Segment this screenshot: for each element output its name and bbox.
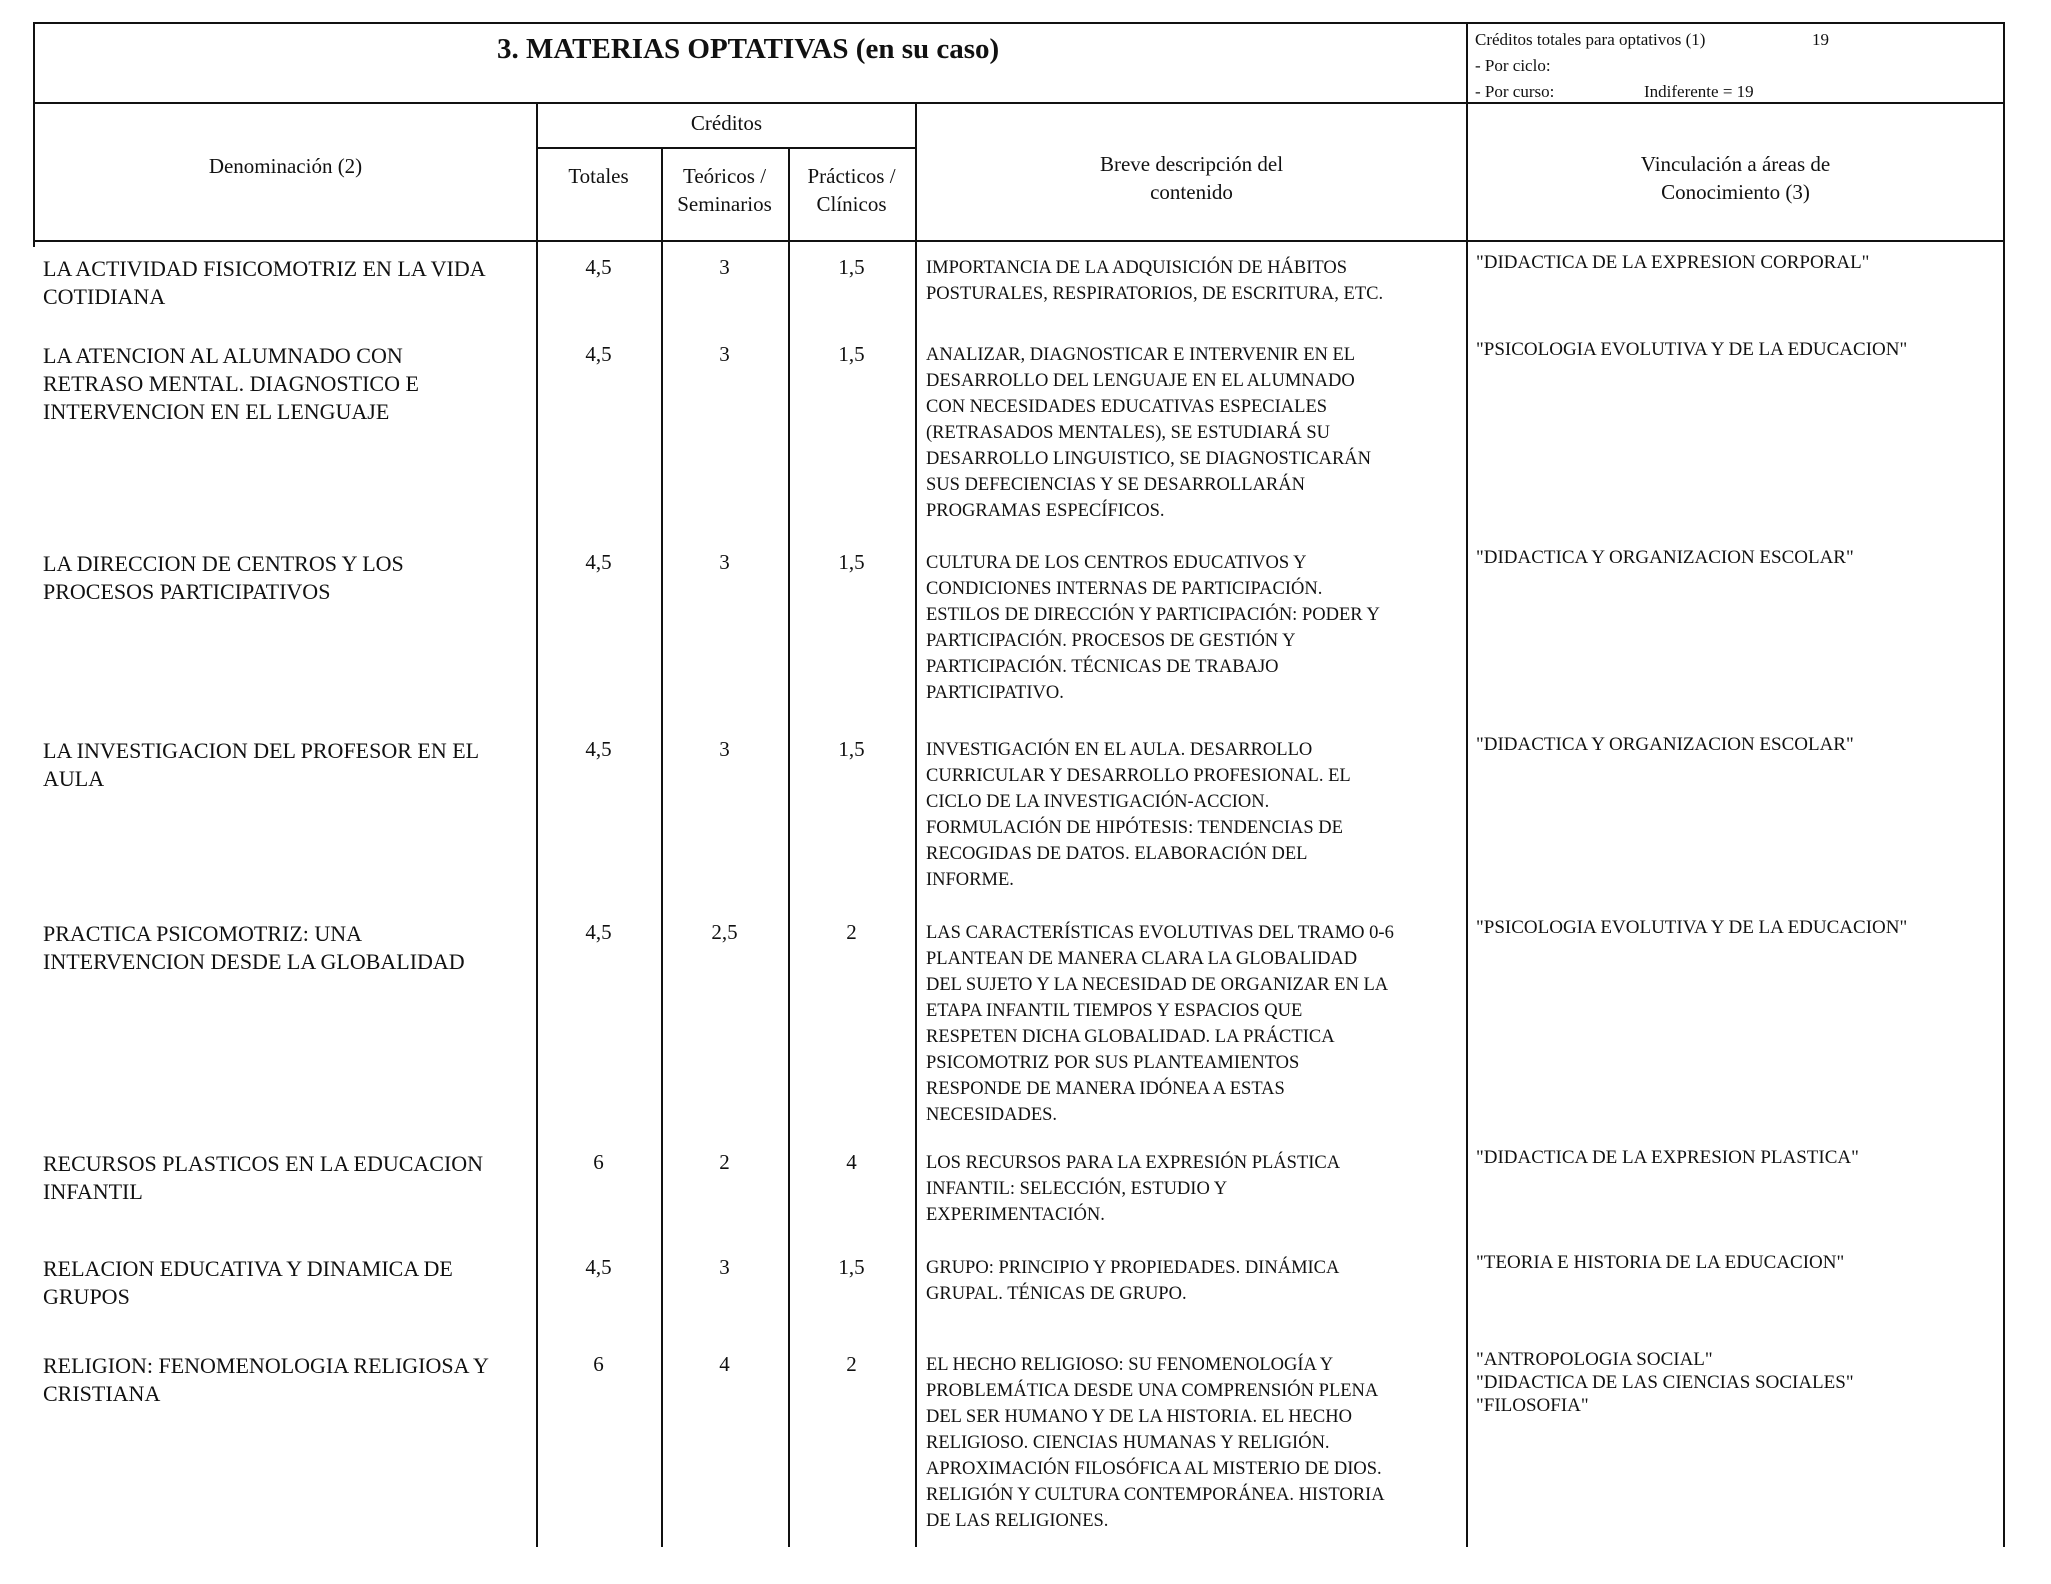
credits-teoricos: 2	[719, 1150, 730, 1174]
knowledge-area: "PSICOLOGIA EVOLUTIVA Y DE LA EDUCACION"	[1476, 917, 1908, 938]
creditos-divider	[536, 147, 917, 149]
col-divider-5	[1466, 102, 1468, 1547]
credits-teoricos: 3	[719, 737, 730, 761]
credits-totales: 4,5	[585, 550, 612, 574]
credits-practicos: 1,5	[838, 255, 865, 279]
content-description: DESARROLLO LINGUISTICO, SE DIAGNOSTICARÁN	[926, 449, 1372, 469]
credits-teoricos: 2,5	[711, 920, 738, 944]
knowledge-area: "DIDACTICA Y ORGANIZACION ESCOLAR"	[1476, 547, 1854, 568]
content-description: LOS RECURSOS PARA LA EXPRESIÓN PLÁSTICA	[926, 1153, 1341, 1173]
title-credits-divider	[1466, 22, 1468, 104]
col-header-denominacion: Denominación (2)	[208, 154, 363, 178]
credits-totales: 4,5	[585, 920, 612, 944]
credits-practicos: 1,5	[838, 550, 865, 574]
subject-name: RELIGION: FENOMENOLOGIA RELIGIOSA Y	[43, 1353, 489, 1378]
content-description: GRUPO: PRINCIPIO Y PROPIEDADES. DINÁMICA	[926, 1258, 1340, 1278]
content-description: POSTURALES, RESPIRATORIOS, DE ESCRITURA, ETC.	[926, 284, 1384, 304]
page-title: 3. MATERIAS OPTATIVAS (en su caso)	[497, 33, 1000, 65]
knowledge-area: "DIDACTICA DE LAS CIENCIAS SOCIALES"	[1476, 1372, 1854, 1393]
content-description: INFORME.	[926, 870, 1014, 890]
subject-name: RETRASO MENTAL. DIAGNOSTICO E	[43, 371, 419, 396]
content-description: GRUPAL. TÉNICAS DE GRUPO.	[926, 1284, 1187, 1304]
credits-practicos: 1,5	[838, 737, 865, 761]
content-description: DEL SUJETO Y LA NECESIDAD DE ORGANIZAR EN LA	[926, 975, 1389, 995]
content-description: PSICOMOTRIZ POR SUS PLANTEAMIENTOS	[926, 1053, 1300, 1073]
content-description: PARTICIPACIÓN. PROCESOS DE GESTIÓN Y	[926, 631, 1296, 651]
content-description: ANALIZAR, DIAGNOSTICAR E INTERVENIR EN EL	[926, 345, 1356, 365]
content-description: RESPONDE DE MANERA IDÓNEA A ESTAS	[926, 1079, 1285, 1099]
content-description: RECOGIDAS DE DATOS. ELABORACIÓN DEL	[926, 844, 1308, 864]
credits-practicos: 2	[846, 1352, 857, 1376]
content-description: CON NECESIDADES EDUCATIVAS ESPECIALES	[926, 397, 1328, 417]
right-border	[2003, 22, 2005, 1547]
credits-practicos: 1,5	[838, 342, 865, 366]
credits-totales: 4,5	[585, 737, 612, 761]
knowledge-area: "TEORIA E HISTORIA DE LA EDUCACION"	[1476, 1252, 1845, 1273]
content-description: NECESIDADES.	[926, 1105, 1058, 1125]
subject-name: COTIDIANA	[43, 284, 166, 309]
credits-totales: 4,5	[585, 342, 612, 366]
content-description: CURRICULAR Y DESARROLLO PROFESIONAL. EL	[926, 766, 1351, 786]
content-description: ESTILOS DE DIRECCIÓN Y PARTICIPACIÓN: PODER Y	[926, 605, 1380, 625]
content-description: CULTURA DE LOS CENTROS EDUCATIVOS Y	[926, 553, 1307, 573]
content-description: CONDICIONES INTERNAS DE PARTICIPACIÓN.	[926, 579, 1323, 599]
credits-practicos: 1,5	[838, 1255, 865, 1279]
knowledge-area: "DIDACTICA DE LA EXPRESION PLASTICA"	[1476, 1147, 1859, 1168]
content-description: RESPETEN DICHA GLOBALIDAD. LA PRÁCTICA	[926, 1027, 1335, 1047]
credits-totales: 6	[593, 1352, 604, 1376]
content-description: INVESTIGACIÓN EN EL AULA. DESARROLLO	[926, 740, 1313, 760]
content-description: ETAPA INFANTIL TIEMPOS Y ESPACIOS QUE	[926, 1001, 1303, 1021]
col-header-vinculacion-1: Vinculación a áreas de	[1640, 152, 1831, 176]
subject-name: CRISTIANA	[43, 1381, 161, 1406]
col-header-teoricos-2: Seminarios	[677, 192, 772, 216]
subject-name: PRACTICA PSICOMOTRIZ: UNA	[43, 921, 363, 946]
credits-total-label: Créditos totales para optativos (1)	[1475, 30, 1706, 49]
subject-name: LA ATENCION AL ALUMNADO CON	[43, 343, 403, 368]
content-description: PARTICIPACIÓN. TÉCNICAS DE TRABAJO	[926, 657, 1279, 677]
knowledge-area: "FILOSOFIA"	[1476, 1395, 1589, 1416]
content-description: FORMULACIÓN DE HIPÓTESIS: TENDENCIAS DE	[926, 818, 1343, 838]
content-description: PROBLEMÁTICA DESDE UNA COMPRENSIÓN PLENA	[926, 1381, 1379, 1401]
content-description: PROGRAMAS ESPECÍFICOS.	[926, 501, 1165, 521]
knowledge-area: "PSICOLOGIA EVOLUTIVA Y DE LA EDUCACION"	[1476, 339, 1908, 360]
knowledge-area: "DIDACTICA DE LA EXPRESION CORPORAL"	[1476, 252, 1870, 273]
col-header-descripcion-1: Breve descripción del	[1099, 152, 1284, 176]
subject-name: PROCESOS PARTICIPATIVOS	[43, 579, 331, 604]
col-header-descripcion-2: contenido	[1150, 180, 1233, 204]
content-description: RELIGIOSO. CIENCIAS HUMANAS Y RELIGIÓN.	[926, 1433, 1330, 1453]
credits-practicos: 2	[846, 920, 857, 944]
content-description: SUS DEFECIENCIAS Y SE DESARROLLARÁN	[926, 475, 1305, 495]
credits-teoricos: 3	[719, 1255, 730, 1279]
por-ciclo-label: - Por ciclo:	[1475, 56, 1551, 75]
subject-name: RECURSOS PLASTICOS EN LA EDUCACION	[43, 1151, 484, 1176]
col-header-creditos: Créditos	[690, 111, 763, 135]
content-description: CICLO DE LA INVESTIGACIÓN-ACCION.	[926, 792, 1270, 812]
indiferente-value: Indiferente = 19	[1644, 82, 1754, 101]
content-description: (RETRASADOS MENTALES), SE ESTUDIARÁ SU	[926, 423, 1330, 443]
content-description: IMPORTANCIA DE LA ADQUISICIÓN DE HÁBITOS	[926, 258, 1348, 278]
credits-teoricos: 3	[719, 255, 730, 279]
credits-totales: 4,5	[585, 1255, 612, 1279]
col-header-vinculacion-2: Conocimiento (3)	[1661, 180, 1810, 204]
subject-name: RELACION EDUCATIVA Y DINAMICA DE	[43, 1256, 453, 1281]
subject-name: LA ACTIVIDAD FISICOMOTRIZ EN LA VIDA	[43, 256, 486, 281]
col-divider-1	[536, 102, 538, 1547]
subject-name: LA DIRECCION DE CENTROS Y LOS	[43, 551, 404, 576]
col-header-practicos-1: Prácticos /	[807, 164, 896, 188]
content-description: LAS CARACTERÍSTICAS EVOLUTIVAS DEL TRAMO 0-6	[926, 923, 1394, 943]
content-description: RELIGIÓN Y CULTURA CONTEMPORÁNEA. HISTORIA	[926, 1485, 1385, 1505]
content-description: DESARROLLO DEL LENGUAJE EN EL ALUMNADO	[926, 371, 1355, 391]
col-divider-4	[915, 102, 917, 1547]
credits-totales: 6	[593, 1150, 604, 1174]
content-description: INFANTIL: SELECCIÓN, ESTUDIO Y	[926, 1179, 1228, 1199]
content-description: PLANTEAN DE MANERA CLARA LA GLOBALIDAD	[926, 949, 1358, 969]
subject-name: INTERVENCION EN EL LENGUAJE	[43, 399, 390, 424]
por-curso-label: - Por curso:	[1475, 82, 1555, 101]
subject-name: LA INVESTIGACION DEL PROFESOR EN EL	[43, 738, 480, 763]
credits-totales: 4,5	[585, 255, 612, 279]
col-header-teoricos-1: Teóricos /	[682, 164, 767, 188]
content-description: EL HECHO RELIGIOSO: SU FENOMENOLOGÍA Y	[926, 1355, 1334, 1375]
subject-name: GRUPOS	[43, 1284, 130, 1309]
col-header-practicos-2: Clínicos	[816, 192, 887, 216]
knowledge-area: "ANTROPOLOGIA SOCIAL"	[1476, 1349, 1713, 1370]
content-description: APROXIMACIÓN FILOSÓFICA AL MISTERIO DE DIOS.	[926, 1459, 1382, 1479]
content-description: DEL SER HUMANO Y DE LA HISTORIA. EL HECHO	[926, 1407, 1352, 1427]
col-header-totales: Totales	[568, 164, 629, 188]
content-description: PARTICIPATIVO.	[926, 683, 1064, 703]
title-row-bottom-border	[33, 102, 2005, 104]
credits-practicos: 4	[846, 1150, 857, 1174]
subject-name: INFANTIL	[43, 1179, 143, 1204]
top-border	[33, 22, 2005, 24]
content-description: EXPERIMENTACIÓN.	[926, 1205, 1105, 1225]
knowledge-area: "DIDACTICA Y ORGANIZACION ESCOLAR"	[1476, 734, 1854, 755]
left-border	[33, 22, 35, 247]
credits-teoricos: 4	[719, 1352, 730, 1376]
subject-name: INTERVENCION DESDE LA GLOBALIDAD	[43, 949, 465, 974]
header-row-bottom-border	[33, 240, 2005, 242]
credits-teoricos: 3	[719, 550, 730, 574]
credits-total-value: 19	[1812, 30, 1829, 49]
credits-teoricos: 3	[719, 342, 730, 366]
subject-name: AULA	[43, 766, 105, 791]
content-description: DE LAS RELIGIONES.	[926, 1511, 1109, 1531]
